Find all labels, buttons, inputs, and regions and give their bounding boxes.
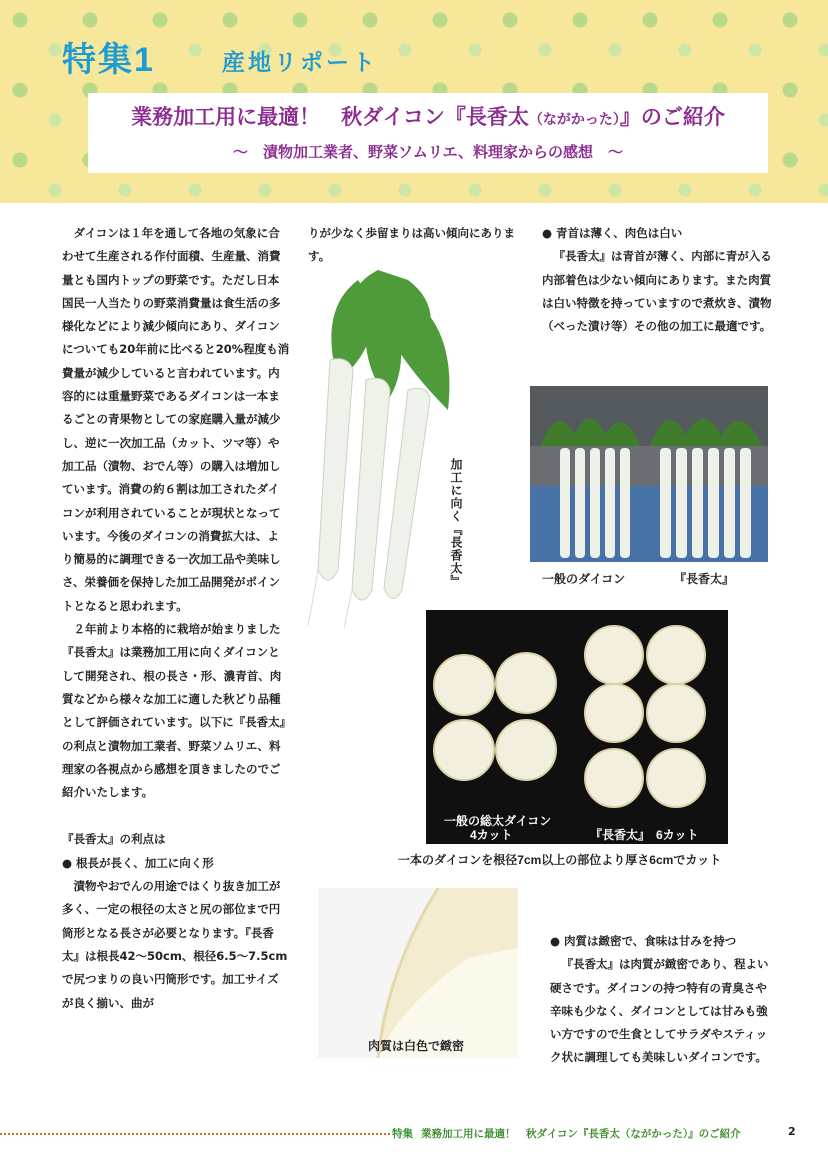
comparison-photo [530, 386, 768, 562]
headline-sub: ～ 漬物加工業者、野菜ソムリエ、料理家からの感想 ～ [232, 143, 623, 161]
caption-cut-method: 一本のダイコンを根径7cm以上の部位より厚さ6cmでカット [398, 853, 722, 867]
intro-paragraph: ダイコンは１年を通して各地の気象に合わせて生産される作付面積、生産量、消費量とも国内トップの野菜です。ただし日本国民一人当たりの野菜消費量は食生活の多様化などにより減少傾向にあり、ダイコンについても20年前に比べると20%程度も消費量が減少していると言われています。内容的には重量野菜であるダイコンは一本まるごとの青果物としての家庭購入量が減少し、逆に一次加工品（カット、ツマ等）や加工品（漬物、おでん等）の購入は増加しています。消費の約６割は加工されたダイコンが利用されていることが現状となっています。今後のダイコンの消費拡大は、より簡易的に調理できる一次加工品や美味しさ、栄養価を保持した加工品開発がポイントとなると思われます。 [62, 226, 290, 613]
caption-nagakatta: 『長香太』 [674, 572, 735, 586]
text-column-2 [308, 222, 526, 269]
text-column-3 [542, 222, 772, 338]
radish-photo [298, 270, 458, 630]
caption-4-cuts: 4カット [470, 828, 513, 842]
benefits-heading: 『長香太』の利点は [62, 832, 166, 847]
column-2-text: りが少なく歩留まりは高い傾向にあります。 [308, 226, 515, 264]
headline-main: 業務加工用に最適！ 秋ダイコン『長香太（ながかった）』のご紹介 [131, 105, 725, 129]
text-column-4 [550, 930, 772, 1070]
variety-paragraph: ２年前より本格的に栽培が始まりました『長香太』は業務加工用に向くダイコンとして開発され、根の長さ・形、濃青首、肉質などから様々な加工に適した秋どり品種として評価されています。以下に『長香太』の利点と漬物加工業者、野菜ソムリエ、料理家の各視点から感想を頂きましたのでご紹介いたします。 [62, 622, 286, 800]
benefit-1-text: 漬物やおでんの用途ではくり抜き加工が多く、一定の根径の太さと尻の部位まで円筒形となる長さが必要となります。『長香太』は根長42～50cm、根径6.5～7.5cmで尻つまりの良い円筒形です。加工サイズが良く揃い、曲が [62, 879, 288, 1010]
feature-title: 特集1 [62, 41, 155, 79]
page-number: 2 [788, 1125, 796, 1138]
text-column-1 [62, 222, 290, 1015]
vertical-caption: 加工に向く『長香太』 [449, 458, 463, 588]
cut-sections-photo [426, 610, 728, 844]
footer-dotted-line [0, 1133, 390, 1137]
footer-running-title: 特集 業務加工用に最適！ 秋ダイコン『長香太（ながかった）』のご紹介 [392, 1128, 741, 1140]
caption-thick-radish: 一般の総太ダイコン [444, 814, 552, 828]
benefit-1-heading: ● 根長が長く、加工に向く形 [62, 855, 214, 870]
caption-regular-radish: 一般のダイコン [542, 572, 626, 586]
benefit-3-heading: ● 肉質は緻密で、食味は甘みを持つ [550, 934, 737, 948]
caption-6-cuts: 『長香太』 6カット [590, 828, 699, 842]
benefit-3-text: 『長香太』は肉質が緻密であり、程よい硬さです。ダイコンの持つ特有の青臭さや辛味も少なく、ダイコンとしては甘みも強い方ですので生食としてサラダやスティック状に調理しても美味しいダイコンです。 [550, 957, 769, 1065]
benefit-2-text: 『長香太』は青首が薄く、内部に青が入る内部着色は少ない傾向にあります。また肉質は白い特徴を持っていますので煮炊き、漬物（べった漬け等）その他の加工に最適です。 [542, 249, 772, 334]
feature-subtitle: 産地リポート [222, 49, 378, 75]
caption-flesh: 肉質は白色で緻密 [368, 1039, 465, 1053]
flesh-closeup-photo [318, 888, 518, 1058]
benefit-2-heading: ● 青首は薄く、肉色は白い [542, 226, 683, 240]
headline-box [88, 93, 768, 173]
header-banner [0, 0, 828, 203]
